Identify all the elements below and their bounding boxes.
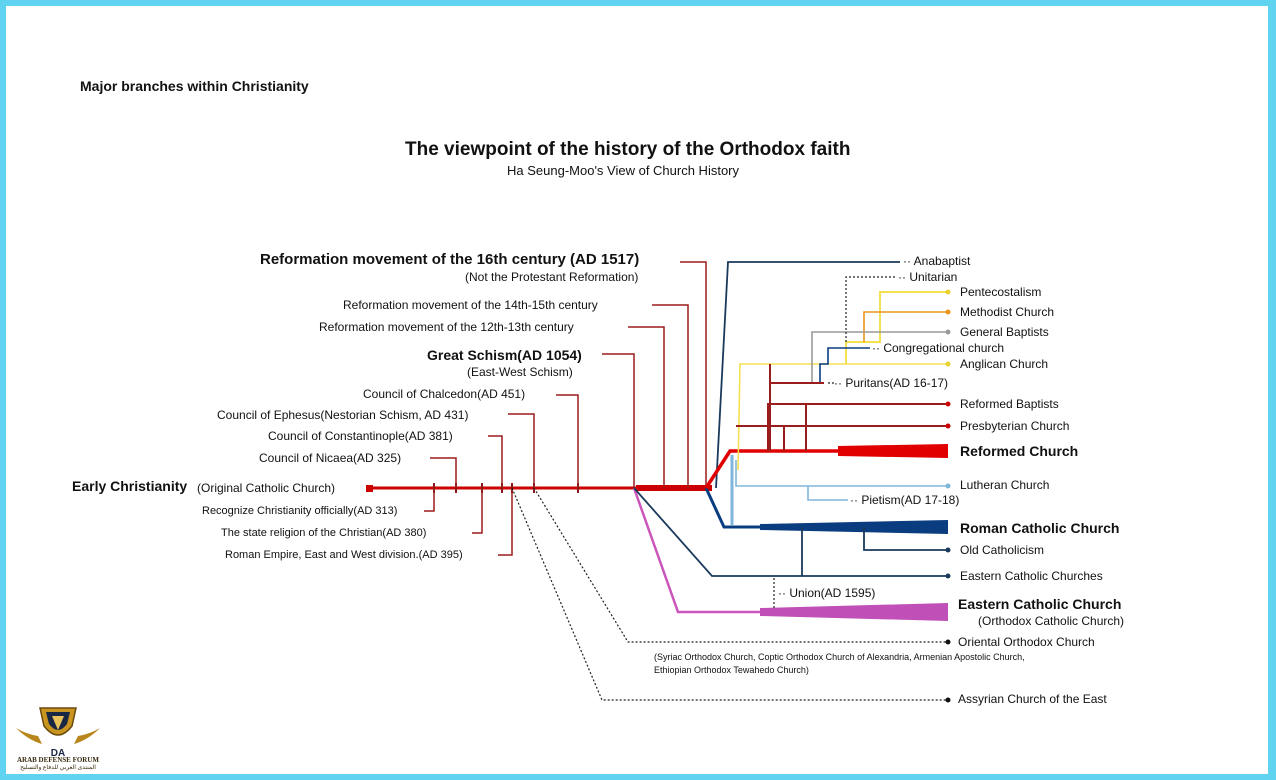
label-anabaptist: ·· Anabaptist — [903, 254, 971, 268]
forum-logo — [8, 700, 108, 776]
diagram-title: The viewpoint of the history of the Orthodox faith — [405, 139, 851, 160]
label-presbyterian: Presbyterian Church — [960, 419, 1070, 433]
label-early-christianity: Early Christianity — [72, 478, 188, 494]
unitarian-text: Unitarian — [909, 270, 958, 284]
label-union: ·· Union(AD 1595) — [778, 586, 876, 600]
label-orthodox-catholic-note: (Orthodox Catholic Church) — [978, 614, 1125, 628]
label-early-christianity-note: (Original Catholic Church) — [197, 481, 336, 495]
label-constantinople: Council of Constantinople(AD 381) — [268, 429, 453, 443]
label-reformation-16-note: (Not the Protestant Reformation) — [465, 270, 639, 284]
label-oriental-note-2: Ethiopian Orthodox Tewahedo Church) — [654, 665, 809, 675]
logo-text-en: ARAB DEFENSE FORUM — [16, 756, 100, 764]
logo-text-ar: المنتدى العربي للدفاع والتسليح — [20, 765, 96, 771]
page-label: Major branches within Christianity — [80, 78, 309, 94]
puritans-text: Puritans(AD 16-17) — [845, 376, 949, 390]
reformed-wedge — [838, 444, 948, 458]
label-recognize: Recognize Christianity officially(AD 313) — [202, 505, 398, 517]
pietism-text: Pietism(AD 17-18) — [861, 493, 960, 507]
eastern-wedge — [760, 603, 948, 621]
methodist-line — [864, 312, 948, 342]
logo-emblem — [8, 700, 108, 760]
label-old-catholicism: Old Catholicism — [960, 543, 1045, 557]
label-assyrian: Assyrian Church of the East — [958, 692, 1107, 706]
label-reformed-baptists: Reformed Baptists — [960, 397, 1059, 411]
label-reformation-14-15: Reformation movement of the 14th-15th century — [343, 298, 598, 312]
pietism-line — [808, 486, 848, 500]
label-oriental-orthodox: Oriental Orthodox Church — [958, 635, 1095, 649]
label-pentecostalism: Pentecostalism — [960, 285, 1042, 299]
anabaptist-text: Anabaptist — [913, 254, 971, 268]
label-chalcedon: Council of Chalcedon(AD 451) — [363, 387, 526, 401]
label-great-schism-note: (East-West Schism) — [467, 365, 573, 379]
label-eastern-catholic-church: Eastern Catholic Church — [958, 596, 1122, 612]
congregational-text: Congregational church — [883, 341, 1005, 355]
label-state-religion: The state religion of the Christian(AD 380) — [221, 527, 427, 539]
label-empire-division: Roman Empire, East and West division.(AD 395) — [225, 549, 463, 561]
union-text: Union(AD 1595) — [789, 586, 876, 600]
label-ephesus: Council of Ephesus(Nestorian Schism, AD 431) — [217, 408, 469, 422]
label-methodist: Methodist Church — [960, 305, 1055, 319]
roman-wedge — [760, 520, 948, 534]
label-reformation-16: Reformation movement of the 16th century (AD 1517) — [260, 251, 640, 268]
label-puritans: ·· Puritans(AD 16-17) — [834, 376, 949, 390]
label-roman-catholic: Roman Catholic Church — [960, 520, 1120, 536]
label-oriental-note-1: (Syriac Orthodox Church, Coptic Orthodox Church of Alexandria, Armenian Apostolic Church, — [654, 652, 1025, 662]
eastern-branch — [634, 488, 760, 612]
label-lutheran: Lutheran Church — [960, 478, 1050, 492]
label-eastern-catholic-churches: Eastern Catholic Churches — [960, 569, 1103, 583]
logo-monogram: DA — [50, 748, 66, 759]
reformed-branch — [706, 451, 838, 488]
label-congregational: ·· Congregational church — [872, 341, 1005, 355]
label-reformed-church: Reformed Church — [960, 443, 1079, 459]
label-general-baptists: General Baptists — [960, 325, 1049, 339]
lutheran-line — [736, 460, 948, 486]
label-nicaea: Council of Nicaea(AD 325) — [259, 451, 402, 465]
label-pietism: ·· Pietism(AD 17-18) — [850, 493, 960, 507]
trunk-start-marker — [366, 485, 373, 492]
label-unitarian: ·· Unitarian — [898, 270, 958, 284]
label-great-schism: Great Schism(AD 1054) — [427, 347, 582, 363]
roman-branch — [706, 488, 860, 527]
label-anglican: Anglican Church — [960, 357, 1049, 371]
label-reformation-12-13: Reformation movement of the 12th-13th century — [319, 320, 574, 334]
diagram-subtitle: Ha Seung-Moo's View of Church History — [507, 163, 740, 178]
